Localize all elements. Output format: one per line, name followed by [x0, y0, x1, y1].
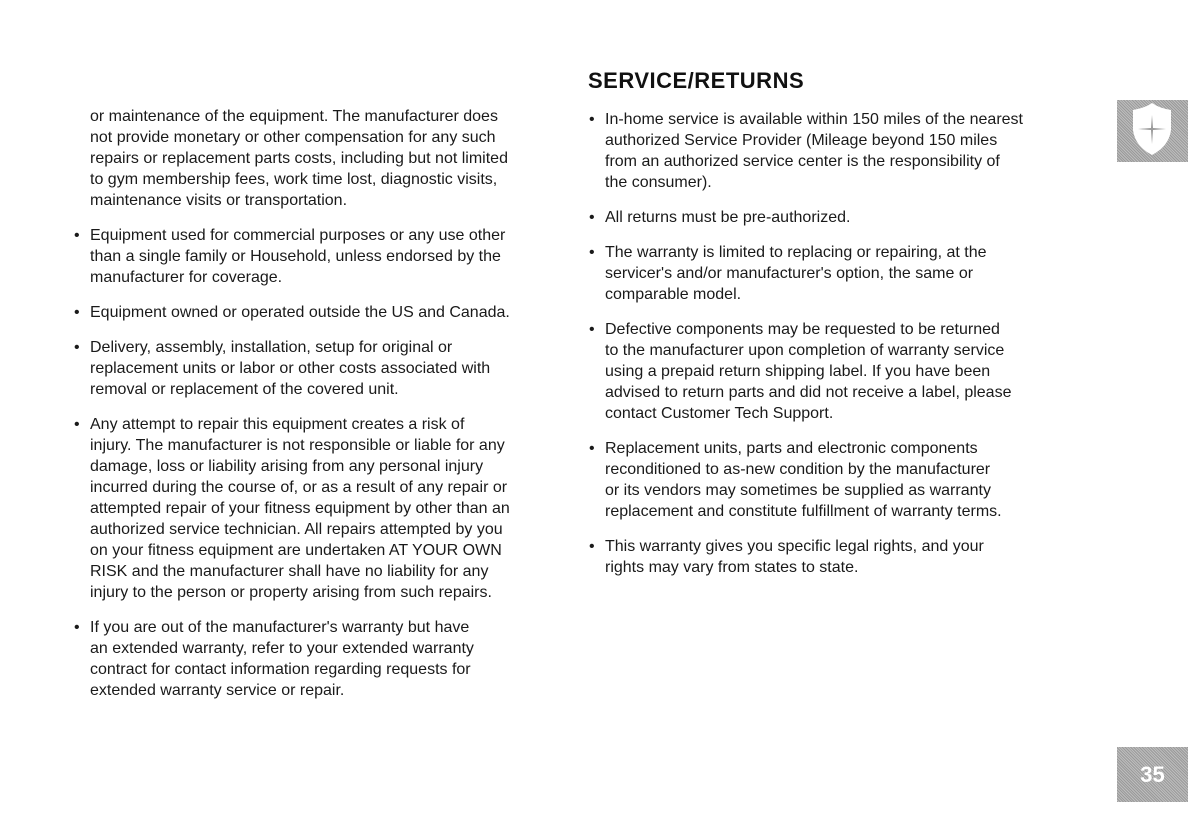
text-line: • Any attempt to repair this equipment creates a risk of: [90, 416, 465, 433]
text-line: or its vendors may sometimes be supplied as warranty: [605, 482, 991, 499]
text-line: manufacturer for coverage.: [90, 269, 283, 286]
text-line: an extended warranty, refer to your extended warranty: [90, 640, 474, 657]
bullet-item: [90, 414, 560, 603]
text-line: authorized service technician. All repairs attempted by you: [90, 521, 503, 538]
shield-icon: [1117, 100, 1188, 162]
text-line: the consumer).: [605, 174, 712, 191]
bullet-item: [605, 109, 1075, 193]
left-column: [90, 106, 560, 715]
text-line: contact Customer Tech Support.: [605, 405, 834, 422]
bullet-item: [605, 536, 1075, 578]
text-line: attempted repair of your fitness equipment by other than an: [90, 500, 510, 517]
text-line: incurred during the course of, or as a result of any repair or: [90, 479, 508, 496]
text-line: authorized Service Provider (Mileage beyond 150 miles: [605, 132, 998, 149]
text-line: on your fitness equipment are undertaken AT YOUR OWN: [90, 542, 502, 559]
section-title: SERVICE/RETURNS: [588, 68, 805, 93]
text-line: • All returns must be pre-authorized.: [605, 209, 851, 226]
text-line: • Equipment used for commercial purposes or any use other: [90, 227, 506, 244]
bullet-item: [605, 207, 1075, 228]
bullet-item: [90, 302, 560, 323]
text-line: • Replacement units, parts and electronic components: [605, 440, 978, 457]
text-line: • Delivery, assembly, installation, setup for original or: [90, 339, 453, 356]
text-line: repairs or replacement parts costs, including but not limited: [90, 150, 508, 167]
text-line: replacement and constitute fulfillment of warranty terms.: [605, 503, 1002, 520]
text-line: from an authorized service center is the responsibility of: [605, 153, 1000, 170]
text-line: • The warranty is limited to replacing or repairing, at the: [605, 244, 987, 261]
text-line: • This warranty gives you specific legal rights, and your: [605, 538, 984, 555]
bullet-item: [90, 617, 560, 701]
text-line: • In-home service is available within 150 miles of the nearest: [605, 111, 1023, 128]
text-line: • Equipment owned or operated outside the US and Canada.: [90, 304, 510, 321]
text-line: injury. The manufacturer is not responsible or liable for any: [90, 437, 505, 454]
text-line: comparable model.: [605, 286, 742, 303]
bullet-item: [605, 319, 1075, 424]
text-line: damage, loss or liability arising from any personal injury: [90, 458, 484, 475]
text-line: • If you are out of the manufacturer's warranty but have: [90, 619, 470, 636]
bullet-item: [90, 337, 560, 400]
bullet-item: [605, 438, 1075, 522]
section-tab: [1117, 100, 1188, 162]
text-line: removal or replacement of the covered unit.: [90, 381, 399, 398]
text-line: rights may vary from states to state.: [605, 559, 859, 576]
bullet-item: [605, 242, 1075, 305]
text-line: to the manufacturer upon completion of warranty service: [605, 342, 1005, 359]
text-line: or maintenance of the equipment. The manufacturer does: [90, 108, 498, 125]
text-line: advised to return parts and did not receive a label, please: [605, 384, 1012, 401]
text-line: RISK and the manufacturer shall have no liability for any: [90, 563, 489, 580]
text-line: to gym membership fees, work time lost, diagnostic visits,: [90, 171, 498, 188]
text-line: contract for contact information regarding requests for: [90, 661, 471, 678]
right-column: [605, 109, 1075, 592]
text-line: reconditioned to as-new condition by the manufacturer: [605, 461, 991, 478]
text-line: • Defective components may be requested to be returned: [605, 321, 1000, 338]
text-line: maintenance visits or transportation.: [90, 192, 348, 209]
text-line: than a single family or Household, unless endorsed by the: [90, 248, 501, 265]
text-line: servicer's and/or manufacturer's option, the same or: [605, 265, 974, 282]
bullet-item: [90, 225, 560, 288]
text-line: injury to the person or property arising from such repairs.: [90, 584, 492, 601]
text-line: extended warranty service or repair.: [90, 682, 345, 699]
paragraph: [90, 106, 560, 211]
text-line: not provide monetary or other compensation for any such: [90, 129, 496, 146]
page-number: 35: [1117, 747, 1188, 802]
text-line: replacement units or labor or other costs associated with: [90, 360, 491, 377]
text-line: using a prepaid return shipping label. If you have been: [605, 363, 991, 380]
